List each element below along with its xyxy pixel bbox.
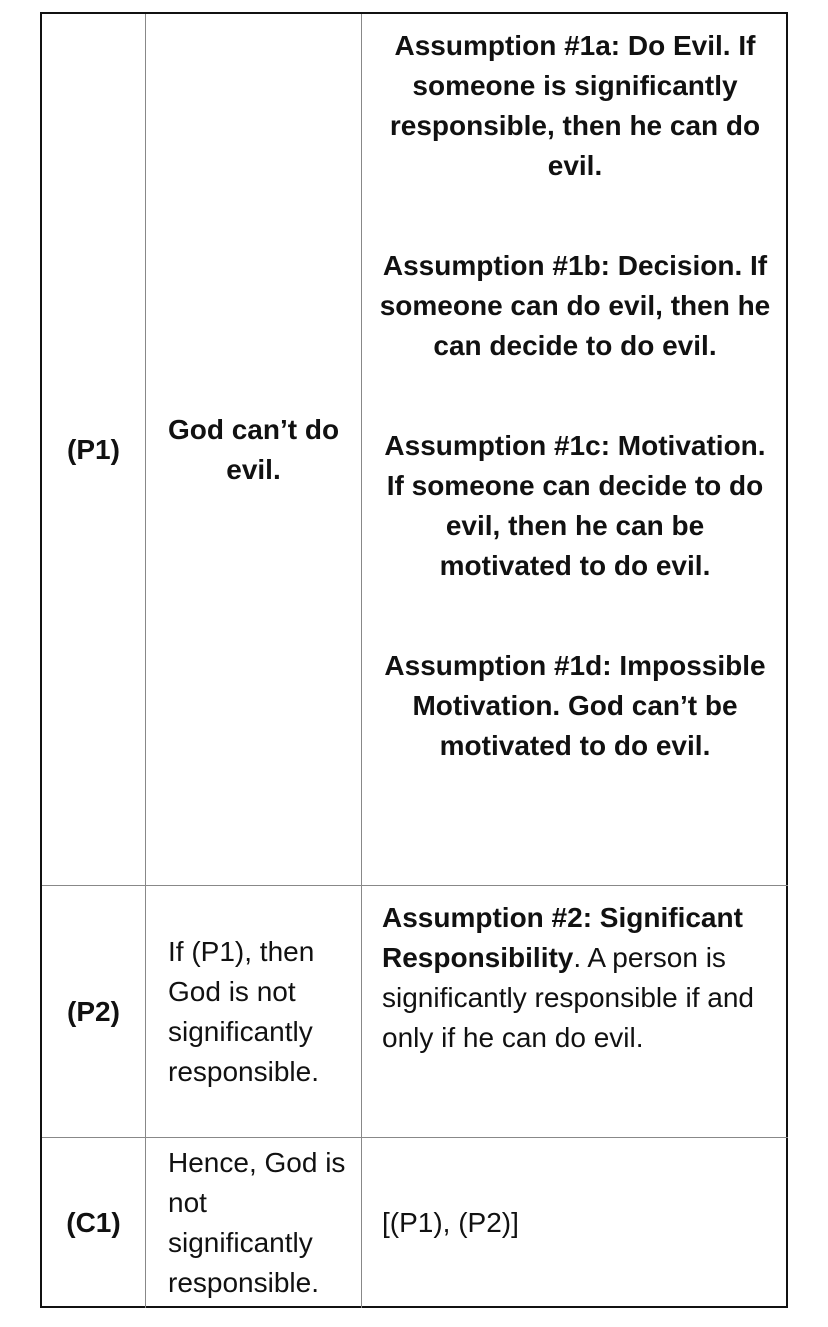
statement-c1-text: Hence, God is not significantly responsible.: [168, 1147, 346, 1298]
assumption-1c: Assumption #1c: Motivation. If someone can decide to do evil, then he can be motivated to do evil.: [384, 430, 766, 581]
row-label-p2: (P2): [42, 885, 145, 1137]
statement-c1: [145, 1137, 361, 1308]
support-c1-text: [(P1), (P2)]: [382, 1207, 519, 1238]
argument-table: [40, 12, 788, 1308]
statement-p2: [145, 885, 361, 1137]
row-label-c1: (C1): [42, 1137, 145, 1308]
statement-p1-text: God can’t do evil.: [167, 413, 340, 485]
assumption-1b: Assumption #1b: Decision. If someone can do evil, then he can decide to do evil.: [379, 250, 771, 361]
assumptions-p1: [361, 14, 788, 885]
row-label-p1: (P1): [67, 433, 120, 465]
assumption-1d: Assumption #1d: Impossible Motivation. God can’t be motivated to do evil.: [384, 650, 766, 761]
assumption-1a: Assumption #1a: Do Evil. If someone is significantly responsible, then he can do evil.: [389, 30, 761, 181]
statement-p1: [145, 14, 361, 885]
support-c1: [361, 1137, 788, 1308]
assumption-2-body: . A person is significantly responsible if and only if he can do evil.: [382, 942, 754, 1053]
assumption-2-text: [382, 898, 768, 1058]
statement-p2-text: If (P1), then God is not significantly responsible.: [168, 935, 319, 1087]
assumption-2-title: Assumption #2: Significant Responsibility: [382, 902, 743, 973]
assumption-2: [361, 885, 788, 1137]
